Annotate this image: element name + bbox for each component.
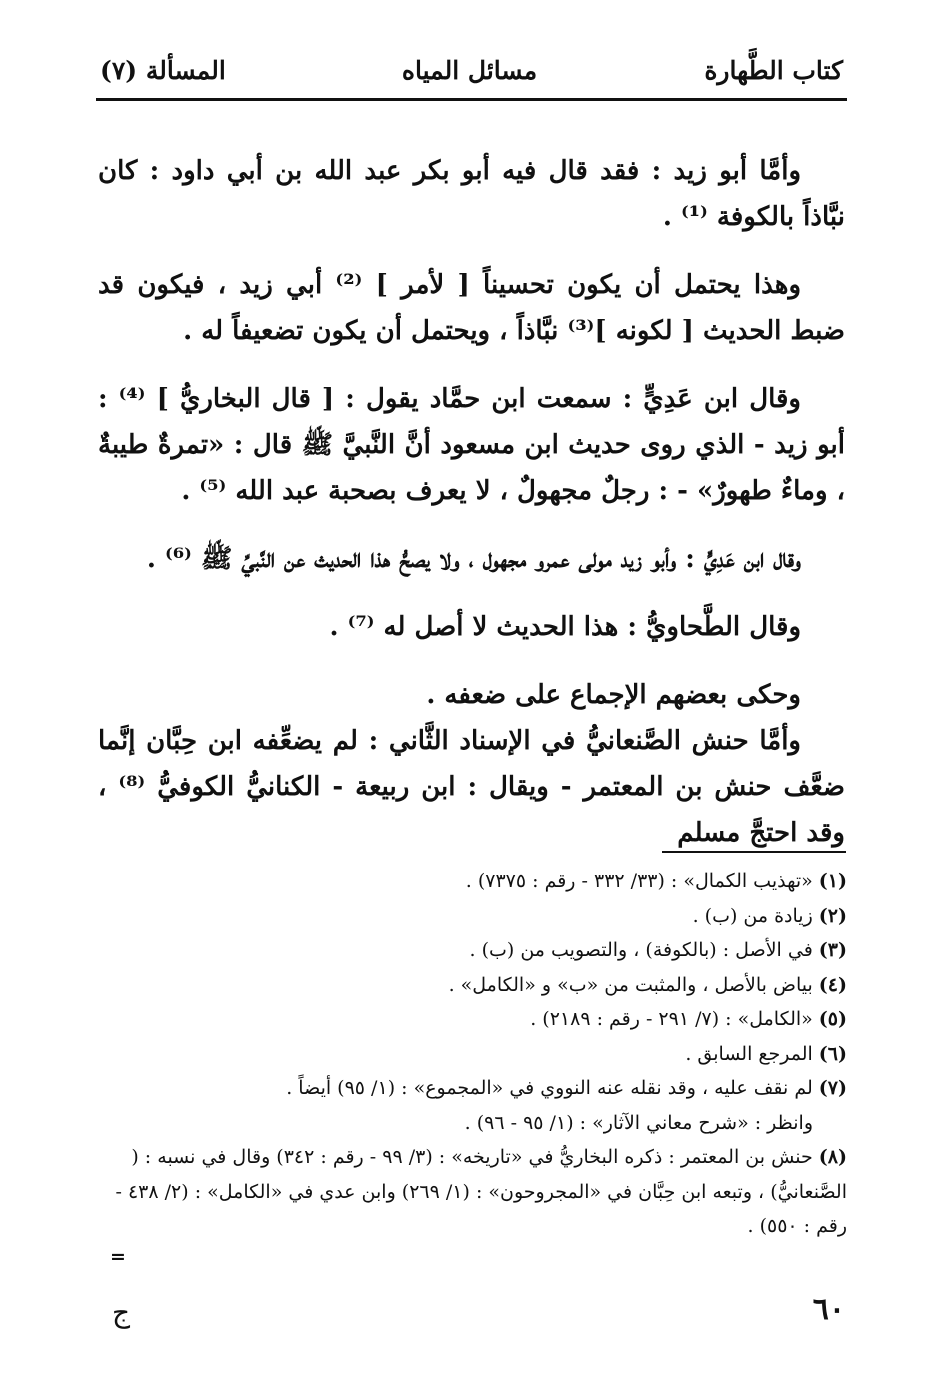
page-number: ٦٠ [812,1292,845,1327]
paragraph: وقال الطَّحاويُّ : هذا الحديث لا أصل له ⁽⁷⁾ . [329,612,801,642]
paragraph: وأمَّا حنش الصَّنعانيُّ في الإسناد الثَّاني : لم يضعِّفه ابن حِبَّان إنَّما ضعَّف حنش بن المعتمر - ويقال : ابن ربيعة - الكنانيُّ الكوفيُّ ⁽⁸⁾ ، وقد احتجَّ مسلم [98,726,845,848]
footnote-number: (٥) [818,1008,847,1030]
footnote-text: زيادة من (ب) . [692,904,813,927]
footnote [102,1071,847,1106]
footnote-text: «الكامل» : (٧/ ٢٩١ - رقم : ٢١٨٩) . [530,1008,813,1030]
footnote-text: «تهذيب الكمال» : (٣٣/ ٣٣٢ - رقم : ٧٣٧٥) . [465,870,813,892]
footnote [102,899,847,934]
footnote-separator [662,851,846,853]
footnote-text: لم نقف عليه ، وقد نقله عنه النووي في «المجموع» : (١/ ٩٥) أيضاً . [286,1077,813,1099]
footnote-number: (٧) [818,1077,847,1099]
footnote [102,968,847,1003]
running-header-issue: المسألة (٧) [100,56,226,85]
footnote-text: في الأصل : (بالكوفة) ، والتصويب من (ب) . [469,939,813,961]
footnote-number: (٢) [818,904,847,927]
paragraph: وحكى بعضهم الإجماع على ضعفه . [426,680,801,710]
running-header-chapter: مسائل المياه [401,56,538,85]
footnotes [102,864,847,1270]
footnote-number: (٤) [818,973,847,996]
footnote-number: (٦) [818,1042,847,1065]
paragraph: وقال ابن عَدِيٍّ : وأبو زيد مولى عمرو مجهول ، ولا يصحُّ هذا الحديث عن النَّبيِّ ﷺ ⁽⁶⁾ . [146,544,801,574]
footnote-text: المرجع السابق . [685,1042,813,1065]
footnote-number: (١) [818,870,847,892]
header-rule [96,98,847,101]
footnote [102,1002,847,1037]
footnote-number: (٨) [818,1146,847,1168]
continued-mark: = [110,1245,126,1268]
footnote-number: (٣) [818,939,847,961]
footnote [102,864,847,899]
running-header-book: كتاب الطَّهارة [704,56,843,85]
footnote-text: بياض بالأصل ، والمثبت من «ب» و «الكامل» . [448,973,813,996]
paragraph: وأمَّا أبو زيد : فقد قال فيه أبو بكر عبد الله بن أبي داود : كان نبَّاذاً بالكوفة ⁽¹⁾ . [98,156,845,232]
footnote-text: حنش بن المعتمر : ذكره البخاريُّ في «تاريخه» : (٣/ ٩٩ - رقم : ٣٤٢) وقال في نسبه : ( الصَّنعانيُّ) ، وتبعه ابن حِبَّان في «المجروحون» : (١/ ٢٦٩) وابن عدي في «الكامل» : (٢/ ٤٣٨ - رقم : ٥٥٠) . [115,1146,847,1237]
paragraph: وقال ابن عَدِيٍّ : سمعت ابن حمَّاد يقول : [ قال البخاريُّ ] ⁽⁴⁾ : أبو زيد - الذي روى حديث ابن مسعود أنَّ النَّبيَّ ﷺ قال : «تمرةٌ طيبةٌ ، وماءٌ طهورٌ» - : رجلٌ مجهولٌ ، لا يعرف بصحبة عبد الله ⁽⁵⁾ . [98,384,845,506]
footnote [102,1140,847,1244]
footnote [102,1037,847,1072]
main-text [98,148,845,878]
signature-mark: ج [112,1296,131,1329]
footnote [102,933,847,968]
paragraph: وهذا يحتمل أن يكون تحسيناً [ لأمر ] ⁽²⁾ أبي زيد ، فيكون قد ضبط الحديث [ لكونه ]⁽³⁾ نبَّاذاً ، ويحتمل أن يكون تضعيفاً له . [98,270,845,346]
footnote-continuation: وانظر : «شرح معاني الآثار» : (١/ ٩٥ - ٩٦) . [464,1111,813,1134]
